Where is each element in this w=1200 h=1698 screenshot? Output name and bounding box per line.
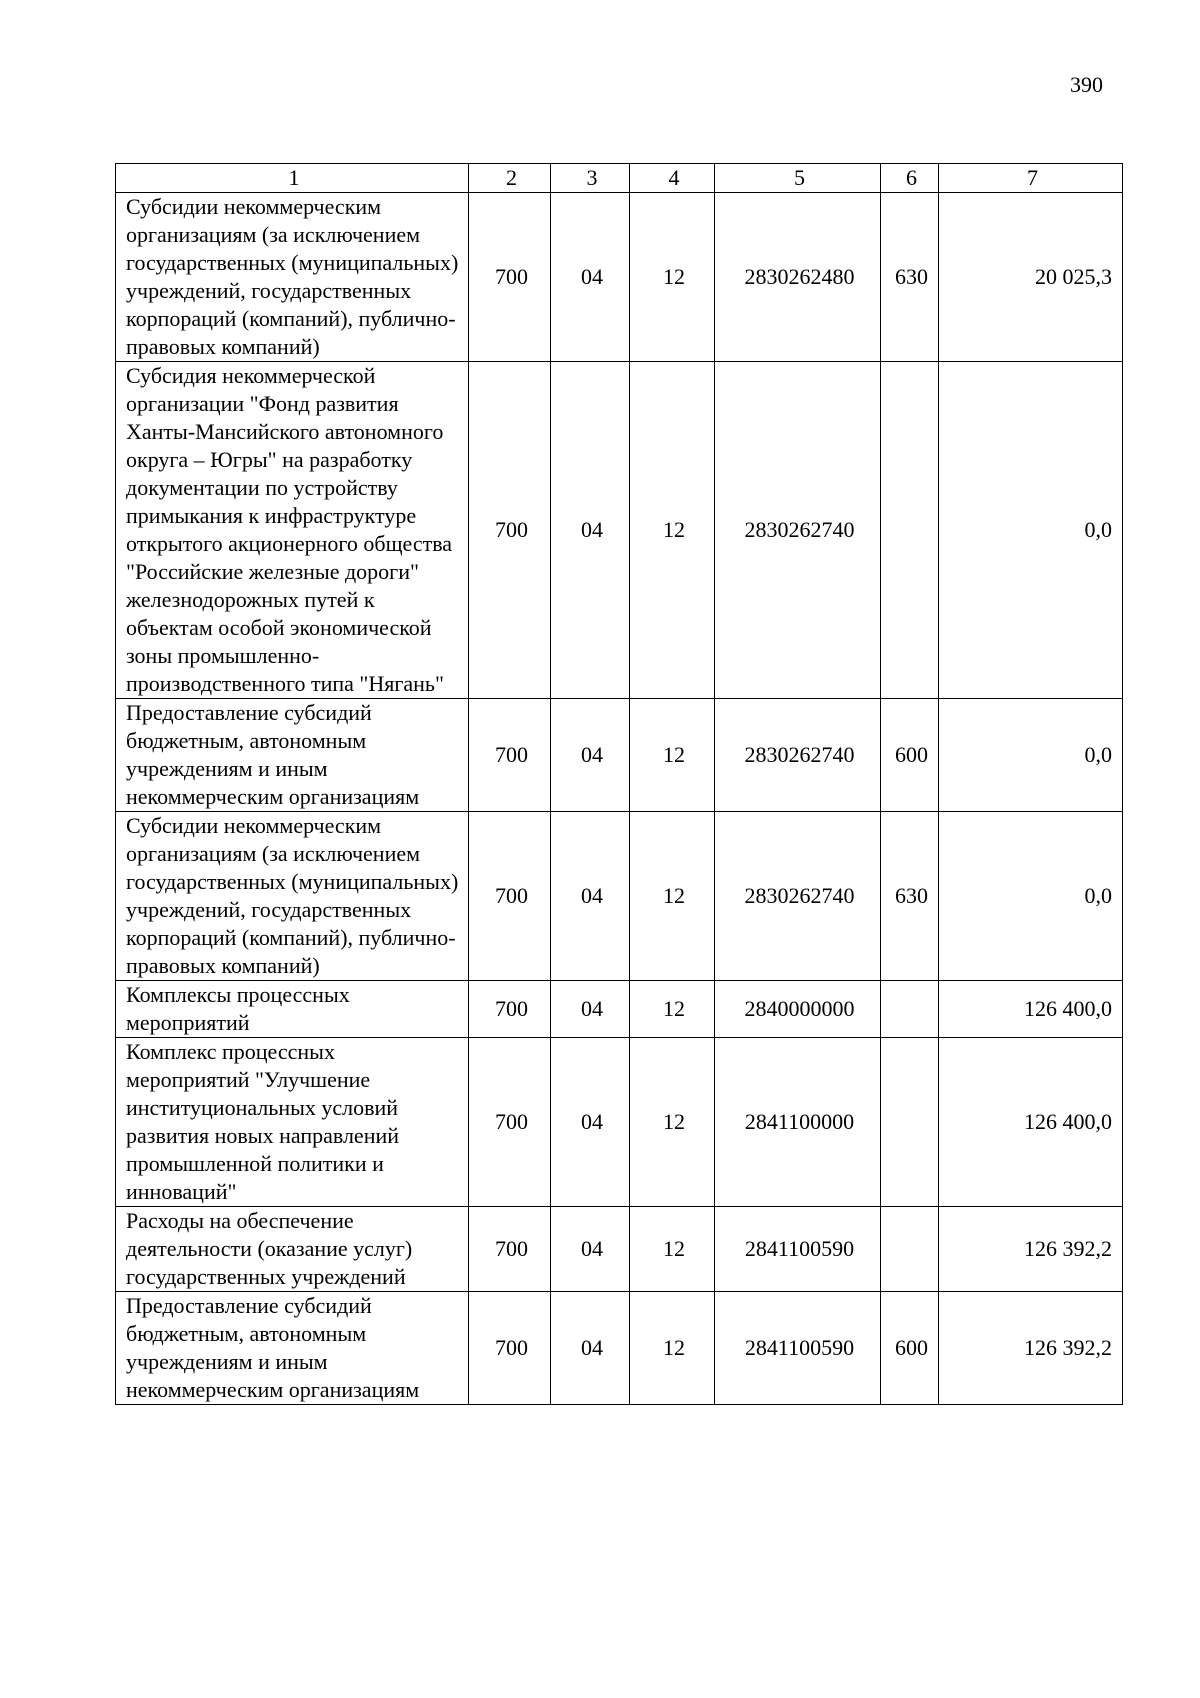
table-row bbox=[116, 699, 1123, 812]
cell-subsection: 04 bbox=[551, 1038, 630, 1207]
row-name: Предоставление субсидий бюджетным, автономным учреждениям и иным некоммерческим организациям bbox=[116, 699, 469, 812]
row-name: Расходы на обеспечение деятельности (оказание услуг) государственных учреждений bbox=[116, 1207, 469, 1292]
column-header: 7 bbox=[939, 164, 1123, 193]
column-header: 6 bbox=[881, 164, 939, 193]
row-name: Субсидия некоммерческой организации "Фонд развития Ханты-Мансийского автономного округа – Югры" на разработку документации по устройству примыкания к инфраструктуре открытого акционерного общества "Российские железные дороги" железнодорожных путей к объектам особой экономической зоны промышленно-производственного типа "Нягань" bbox=[116, 362, 469, 699]
cell-section: 700 bbox=[469, 1038, 551, 1207]
cell-section: 700 bbox=[469, 1292, 551, 1405]
cell-expense-type bbox=[881, 1207, 939, 1292]
cell-amount: 20 025,3 bbox=[939, 193, 1123, 362]
cell-target-article: 2830262740 bbox=[715, 362, 881, 699]
table-row bbox=[116, 1207, 1123, 1292]
cell-subsection: 04 bbox=[551, 981, 630, 1038]
column-header: 3 bbox=[551, 164, 630, 193]
cell-section: 700 bbox=[469, 1207, 551, 1292]
table-row bbox=[116, 1292, 1123, 1405]
cell-expense-type: 600 bbox=[881, 1292, 939, 1405]
cell-target-article: 2830262480 bbox=[715, 193, 881, 362]
cell-section: 700 bbox=[469, 699, 551, 812]
row-name: Комплекс процессных мероприятий "Улучшение институциональных условий развития новых направлений промышленной политики и инноваций" bbox=[116, 1038, 469, 1207]
table-row bbox=[116, 1038, 1123, 1207]
cell-amount: 126 400,0 bbox=[939, 981, 1123, 1038]
row-name: Субсидии некоммерческим организациям (за исключением государственных (муниципальных) учреждений, государственных корпораций (компаний), публично-правовых компаний) bbox=[116, 193, 469, 362]
cell-amount: 0,0 bbox=[939, 362, 1123, 699]
cell-expense-type bbox=[881, 362, 939, 699]
cell-subsection: 04 bbox=[551, 699, 630, 812]
cell-subsection-2: 12 bbox=[630, 981, 715, 1038]
cell-amount: 126 392,2 bbox=[939, 1292, 1123, 1405]
cell-subsection-2: 12 bbox=[630, 699, 715, 812]
cell-amount: 0,0 bbox=[939, 812, 1123, 981]
cell-subsection: 04 bbox=[551, 1207, 630, 1292]
cell-subsection-2: 12 bbox=[630, 1038, 715, 1207]
cell-section: 700 bbox=[469, 812, 551, 981]
row-name: Субсидии некоммерческим организациям (за исключением государственных (муниципальных) учреждений, государственных корпораций (компаний), публично-правовых компаний) bbox=[116, 812, 469, 981]
cell-subsection-2: 12 bbox=[630, 812, 715, 981]
cell-target-article: 2830262740 bbox=[715, 699, 881, 812]
cell-subsection-2: 12 bbox=[630, 1292, 715, 1405]
row-name: Комплексы процессных мероприятий bbox=[116, 981, 469, 1038]
cell-subsection-2: 12 bbox=[630, 1207, 715, 1292]
cell-expense-type bbox=[881, 1038, 939, 1207]
cell-expense-type: 630 bbox=[881, 193, 939, 362]
cell-subsection: 04 bbox=[551, 812, 630, 981]
cell-amount: 126 392,2 bbox=[939, 1207, 1123, 1292]
cell-amount: 0,0 bbox=[939, 699, 1123, 812]
budget-table bbox=[115, 163, 1123, 1405]
table-row bbox=[116, 362, 1123, 699]
cell-subsection: 04 bbox=[551, 1292, 630, 1405]
cell-amount: 126 400,0 bbox=[939, 1038, 1123, 1207]
cell-subsection: 04 bbox=[551, 362, 630, 699]
table-row bbox=[116, 812, 1123, 981]
cell-expense-type: 630 bbox=[881, 812, 939, 981]
column-header: 4 bbox=[630, 164, 715, 193]
column-header: 2 bbox=[469, 164, 551, 193]
cell-expense-type bbox=[881, 981, 939, 1038]
cell-target-article: 2841100000 bbox=[715, 1038, 881, 1207]
cell-subsection: 04 bbox=[551, 193, 630, 362]
row-name: Предоставление субсидий бюджетным, автономным учреждениям и иным некоммерческим организациям bbox=[116, 1292, 469, 1405]
cell-subsection-2: 12 bbox=[630, 362, 715, 699]
cell-subsection-2: 12 bbox=[630, 193, 715, 362]
table-row bbox=[116, 981, 1123, 1038]
table-header-row bbox=[116, 164, 1123, 193]
cell-section: 700 bbox=[469, 193, 551, 362]
cell-section: 700 bbox=[469, 981, 551, 1038]
cell-target-article: 2841100590 bbox=[715, 1292, 881, 1405]
cell-target-article: 2841100590 bbox=[715, 1207, 881, 1292]
page-number: 390 bbox=[1070, 72, 1103, 97]
column-header: 5 bbox=[715, 164, 881, 193]
column-header: 1 bbox=[116, 164, 469, 193]
cell-section: 700 bbox=[469, 362, 551, 699]
cell-target-article: 2840000000 bbox=[715, 981, 881, 1038]
cell-expense-type: 600 bbox=[881, 699, 939, 812]
table-row bbox=[116, 193, 1123, 362]
cell-target-article: 2830262740 bbox=[715, 812, 881, 981]
